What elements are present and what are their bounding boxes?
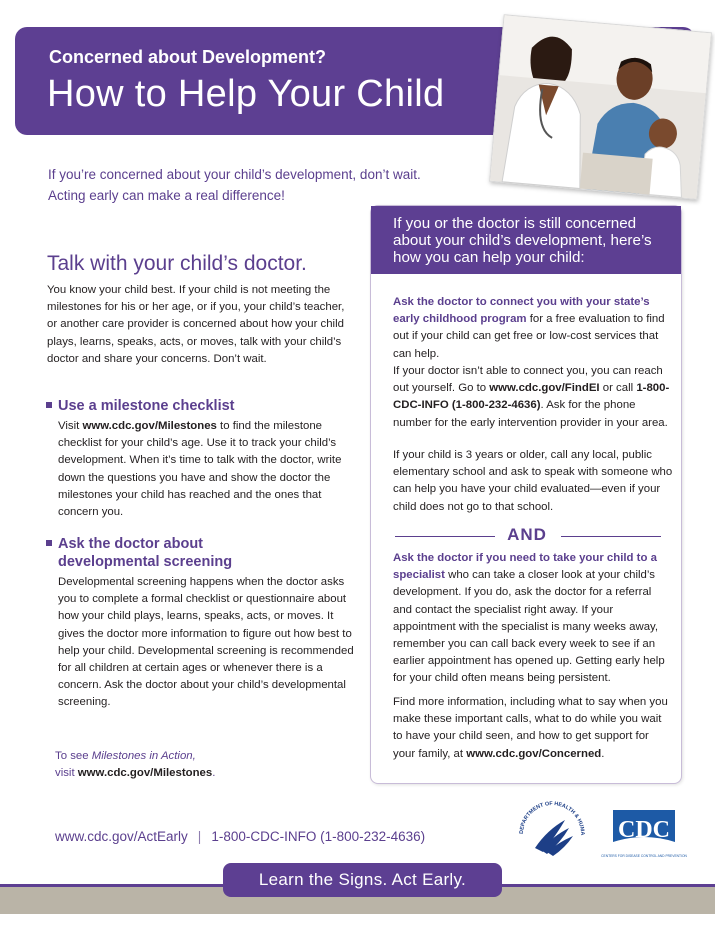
milestone-heading-text: Use a milestone checklist	[58, 398, 235, 414]
milestone-body-after: to find the milestone checklist for your child’s age. Use it to track your child’s development. When it’s time to talk with the doctor, write down the questions you have and show the doctor the milestones your child has reached and the ones that concern you.	[58, 420, 342, 519]
square-bullet-icon	[46, 540, 52, 546]
screening-heading	[46, 535, 306, 571]
talk-heading: Talk with your child’s doctor.	[47, 252, 307, 275]
box-header	[371, 206, 681, 274]
box-p2-a: If your doctor isn’t able to connect you, you can reach out yourself. Go to	[393, 365, 663, 395]
cdc-tagline: CENTERS FOR DISEASE CONTROL AND PREVENTION	[601, 854, 687, 858]
box-p5-a: Find more information, including what to say when you make these important calls, what to do while you wait to have your child seen, and how to get support for your family, at	[393, 696, 668, 760]
see-note-prefix: To see	[55, 750, 92, 762]
and-rule-right	[561, 536, 661, 537]
screening-body: Developmental screening happens when the doctor asks you to complete a formal checklist or questionnaire about how your child plays, learns, speaks, acts, or moves. It gives the doctor more information to figure out how best to help your child. Developmental screening is recommended for all children at certain ages or whenever there is a concern. Ask the doctor about your child’s developmental screening.	[58, 576, 354, 709]
footer-phone[interactable]: 1-800-CDC-INFO (1-800-232-4636)	[211, 829, 426, 844]
milestone-heading	[46, 397, 235, 415]
footer-separator: |	[197, 829, 202, 844]
footer-contact	[55, 829, 425, 844]
footer-slogan-pill	[223, 863, 502, 897]
cdc-info-phone[interactable]: 1-800-CDC-INFO (1-800-232-4636)	[393, 382, 670, 412]
doctor-family-photo	[489, 14, 712, 200]
and-label: AND	[507, 525, 547, 544]
square-bullet-icon	[46, 402, 52, 408]
and-divider	[393, 525, 661, 547]
box-p2-c: . Ask for the phone number for the early intervention provider in your area.	[393, 399, 668, 429]
concerned-link[interactable]: www.cdc.gov/Concerned	[466, 747, 602, 760]
intro-text	[48, 164, 488, 206]
talk-body: You know your child best. If your child is not meeting the milestones for his or her age, or if you, your child’s teacher, or another care provider is concerned about how your child plays, learns, speaks, acts, or moves, talk with your child’s doctor and share your concerns. Don’t wait.	[47, 284, 345, 365]
screening-heading-line-1: Ask the doctor about	[58, 536, 204, 552]
box-p4-rest: who can take a closer look at your child’s development. If you do, ask the doctor for a referral and contact the specialist right away. If your appointment with the specialist is many weeks away, remember you can call back every week to see if an earlier appointment has opened up. Getting early help for your child often means being persistent.	[393, 569, 665, 685]
box-paragraph-more-info	[393, 694, 673, 763]
box-header-text: If you or the doctor is still concerned about your child’s development, here’s how you can help your child:	[393, 215, 652, 266]
act-early-link[interactable]: www.cdc.gov/ActEarly	[55, 829, 188, 844]
findei-link[interactable]: www.cdc.gov/FindEI	[489, 382, 600, 395]
box-paragraph-reach-out	[393, 363, 673, 432]
box-p5-b: .	[601, 747, 605, 760]
box-p1-rest: for a free evaluation to find out if your child can get free or low-cost services that can help.	[393, 313, 665, 360]
see-note-italic: Milestones in Action,	[91, 750, 196, 762]
see-note-visit: visit	[55, 767, 78, 779]
hhs-seal-logo	[513, 790, 591, 868]
hhs-seal-text: DEPARTMENT OF HEALTH & HUMA	[518, 800, 586, 836]
cdc-logo-text: CDC	[618, 817, 670, 843]
footer-slogan: Learn the Signs. Act Early.	[258, 870, 467, 889]
milestone-body-before: Visit	[58, 420, 83, 432]
box-p2-b: or call	[599, 382, 637, 395]
milestones-in-action-note	[55, 748, 215, 782]
cdc-logo	[601, 808, 687, 864]
box-paragraph-early-childhood	[393, 294, 673, 363]
box-p1-lead: Ask the doctor to connect you with your state’s early childhood program	[393, 296, 650, 326]
milestone-body	[58, 418, 348, 521]
intro-line-1: If you’re concerned about your child’s development, don’t wait.	[48, 167, 421, 182]
box-p4-lead: Ask the doctor if you need to take your child to a specialist	[393, 552, 657, 582]
box-paragraph-specialist	[393, 550, 673, 688]
header-eyebrow: Concerned about Development?	[49, 47, 327, 67]
box-paragraph-school: If your child is 3 years or older, call any local, public elementary school and ask to speak with someone who can help you have your child evaluated—even if your child does not go to that school.	[393, 449, 673, 513]
milestones-link[interactable]: www.cdc.gov/Milestones	[82, 420, 217, 432]
intro-line-2: Acting early can make a real difference!	[48, 188, 285, 203]
see-note-period: .	[212, 767, 216, 779]
help-your-child-box	[370, 205, 682, 784]
milestones-footer-link[interactable]: www.cdc.gov/Milestones	[77, 767, 213, 779]
page-title: How to Help Your Child	[47, 73, 445, 115]
svg-text:DEPARTMENT OF HEALTH & HUMAN S	[513, 790, 585, 835]
screening-heading-line-2: developmental screening	[58, 554, 233, 570]
